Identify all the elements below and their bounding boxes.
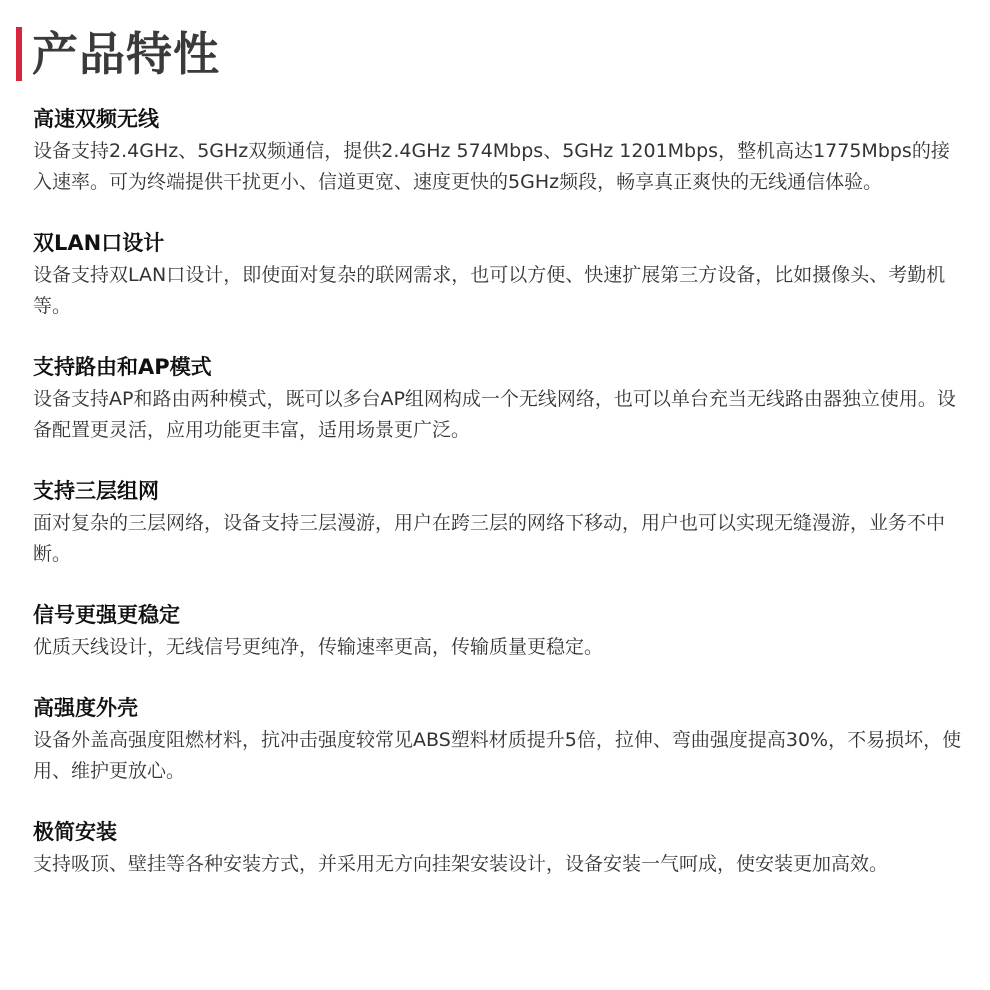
feature-description: 面对复杂的三层网络，设备支持三层漫游，用户在跨三层的网络下移动，用户也可以实现无缝漫游，业务不中断。 <box>33 512 946 565</box>
feature-layer3-network <box>33 476 963 570</box>
feature-title: 高强度外壳 <box>33 696 138 720</box>
feature-description: 设备支持2.4GHz、5GHz双频通信，提供2.4GHz 574Mbps、5GHz 1201Mbps，整机高达1775Mbps的接入速率。可为终端提供干扰更小、信道更宽、速度更快的5GHz频段，畅享真正爽快的无线通信体验。 <box>33 140 950 193</box>
feature-description: 设备支持双LAN口设计，即使面对复杂的联网需求，也可以方便、快速扩展第三方设备，比如摄像头、考勤机等。 <box>33 264 946 317</box>
feature-description: 优质天线设计，无线信号更纯净，传输速率更高，传输质量更稳定。 <box>33 636 604 658</box>
title-accent-bar <box>16 27 22 81</box>
feature-list <box>33 104 963 910</box>
feature-title: 双LAN口设计 <box>33 231 165 255</box>
feature-durable-shell <box>33 693 963 787</box>
page-header <box>16 26 220 82</box>
feature-easy-install <box>33 817 963 880</box>
feature-dual-band <box>33 104 963 198</box>
feature-description: 支持吸顶、壁挂等各种安装方式，并采用无方向挂架安装设计，设备安装一气呵成，使安装更加高效。 <box>33 853 889 875</box>
feature-title: 极简安装 <box>33 820 117 844</box>
feature-strong-signal <box>33 600 963 663</box>
feature-router-ap-mode <box>33 352 963 446</box>
feature-title: 支持三层组网 <box>33 479 159 503</box>
feature-description: 设备外盖高强度阻燃材料，抗冲击强度较常见ABS塑料材质提升5倍，拉伸、弯曲强度提高30%，不易损坏，使用、维护更放心。 <box>33 729 962 782</box>
feature-title: 高速双频无线 <box>33 107 159 131</box>
feature-description: 设备支持AP和路由两种模式，既可以多台AP组网构成一个无线网络，也可以单台充当无线路由器独立使用。设备配置更灵活，应用功能更丰富，适用场景更广泛。 <box>33 388 956 441</box>
feature-title: 信号更强更稳定 <box>33 603 180 627</box>
page-title: 产品特性 <box>32 27 220 81</box>
feature-dual-lan <box>33 228 963 322</box>
feature-title: 支持路由和AP模式 <box>33 355 212 379</box>
